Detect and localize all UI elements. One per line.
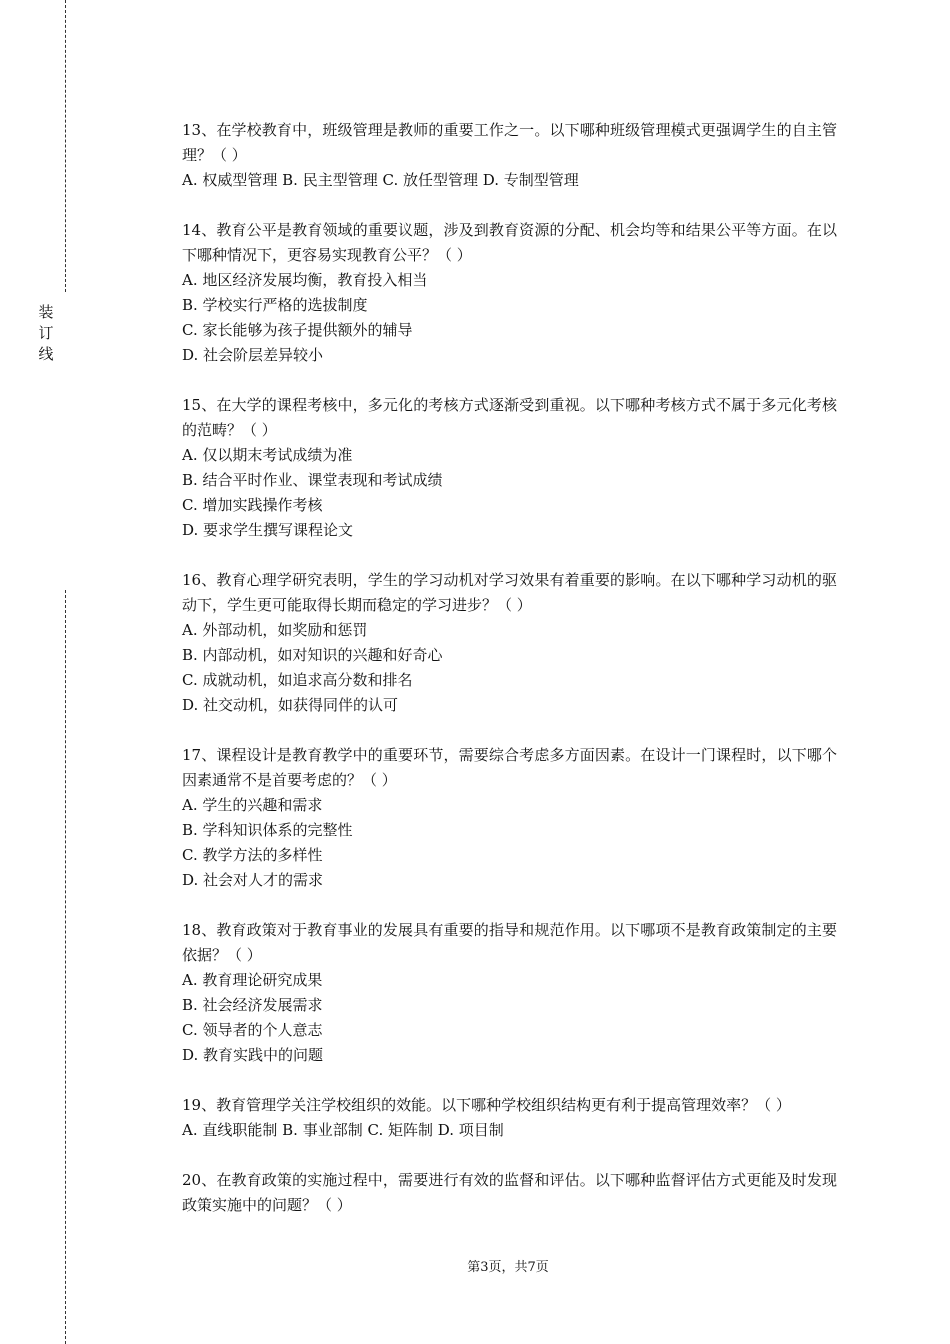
binding-char: 线 [38, 345, 54, 363]
question-stem: 18、教育政策对于教育事业的发展具有重要的指导和规范作用。以下哪项不是教育政策制定的主要依据？（ ） [182, 921, 837, 964]
options-inline [182, 1118, 837, 1143]
answer-option: B. 社会经济发展需求 [182, 996, 323, 1014]
answer-option: A. 教育理论研究成果 [182, 971, 323, 989]
answer-option: A. 仅以期末考试成绩为准 [182, 446, 353, 464]
answer-option: C. 增加实践操作考核 [182, 496, 323, 514]
question-stem: 14、教育公平是教育领域的重要议题，涉及到教育资源的分配、机会均等和结果公平等方面。在以下哪种情况下，更容易实现教育公平？（ ） [182, 221, 837, 264]
answer-option: A. 权威型管理 [182, 171, 278, 189]
question-block [182, 1168, 837, 1218]
answer-option: B. 学科知识体系的完整性 [182, 821, 353, 839]
binding-line-top [65, 0, 66, 292]
answer-option: D. 社会阶层差异较小 [182, 346, 324, 364]
binding-label [38, 302, 54, 365]
answer-option: C. 放任型管理 [382, 171, 478, 189]
question-block [182, 218, 837, 368]
answer-option: A. 直线职能制 [182, 1121, 278, 1139]
question-block [182, 118, 837, 193]
question-block [182, 918, 837, 1068]
question-stem: 20、在教育政策的实施过程中，需要进行有效的监督和评估。以下哪种监督评估方式更能及时发现政策实施中的问题？（ ） [182, 1171, 837, 1214]
question-block [182, 393, 837, 543]
answer-option: C. 家长能够为孩子提供额外的辅导 [182, 321, 413, 339]
answer-option: D. 社会对人才的需求 [182, 871, 324, 889]
question-stem: 19、教育管理学关注学校组织的效能。以下哪种学校组织结构更有利于提高管理效率？（ ） [182, 1096, 791, 1114]
answer-option: C. 成就动机，如追求高分数和排名 [182, 671, 413, 689]
binding-char: 订 [38, 324, 54, 342]
answer-option: D. 教育实践中的问题 [182, 1046, 324, 1064]
question-stem: 16、教育心理学研究表明，学生的学习动机对学习效果有着重要的影响。在以下哪种学习动机的驱动下，学生更可能取得长期而稳定的学习进步？（ ） [182, 571, 837, 614]
answer-option: B. 结合平时作业、课堂表现和考试成绩 [182, 471, 443, 489]
answer-option: D. 要求学生撰写课程论文 [182, 521, 354, 539]
question-block [182, 743, 837, 893]
answer-option: A. 地区经济发展均衡，教育投入相当 [182, 271, 428, 289]
answer-option: B. 内部动机，如对知识的兴趣和好奇心 [182, 646, 443, 664]
answer-option: C. 教学方法的多样性 [182, 846, 323, 864]
question-list [182, 118, 837, 1243]
answer-option: B. 学校实行严格的选拔制度 [182, 296, 368, 314]
answer-option: B. 事业部制 [282, 1121, 363, 1139]
answer-option: C. 矩阵制 [367, 1121, 433, 1139]
answer-option: C. 领导者的个人意志 [182, 1021, 323, 1039]
question-stem: 17、课程设计是教育教学中的重要环节，需要综合考虑多方面因素。在设计一门课程时，以下哪个因素通常不是首要考虑的？（ ） [182, 746, 837, 789]
question-stem: 13、在学校教育中，班级管理是教师的重要工作之一。以下哪种班级管理模式更强调学生的自主管理？（ ） [182, 121, 837, 164]
page-footer: 第3页，共7页 [467, 1260, 549, 1275]
binding-char: 装 [38, 303, 54, 321]
question-block [182, 1093, 837, 1143]
answer-option: A. 外部动机，如奖励和惩罚 [182, 621, 368, 639]
answer-option: D. 项目制 [437, 1121, 504, 1139]
question-block [182, 568, 837, 718]
options-inline [182, 168, 837, 193]
answer-option: D. 专制型管理 [482, 171, 579, 189]
binding-line-bottom [65, 590, 66, 1344]
question-stem: 15、在大学的课程考核中，多元化的考核方式逐渐受到重视。以下哪种考核方式不属于多元化考核的范畴？（ ） [182, 396, 837, 439]
answer-option: A. 学生的兴趣和需求 [182, 796, 323, 814]
answer-option: D. 社交动机，如获得同伴的认可 [182, 696, 399, 714]
answer-option: B. 民主型管理 [282, 171, 378, 189]
